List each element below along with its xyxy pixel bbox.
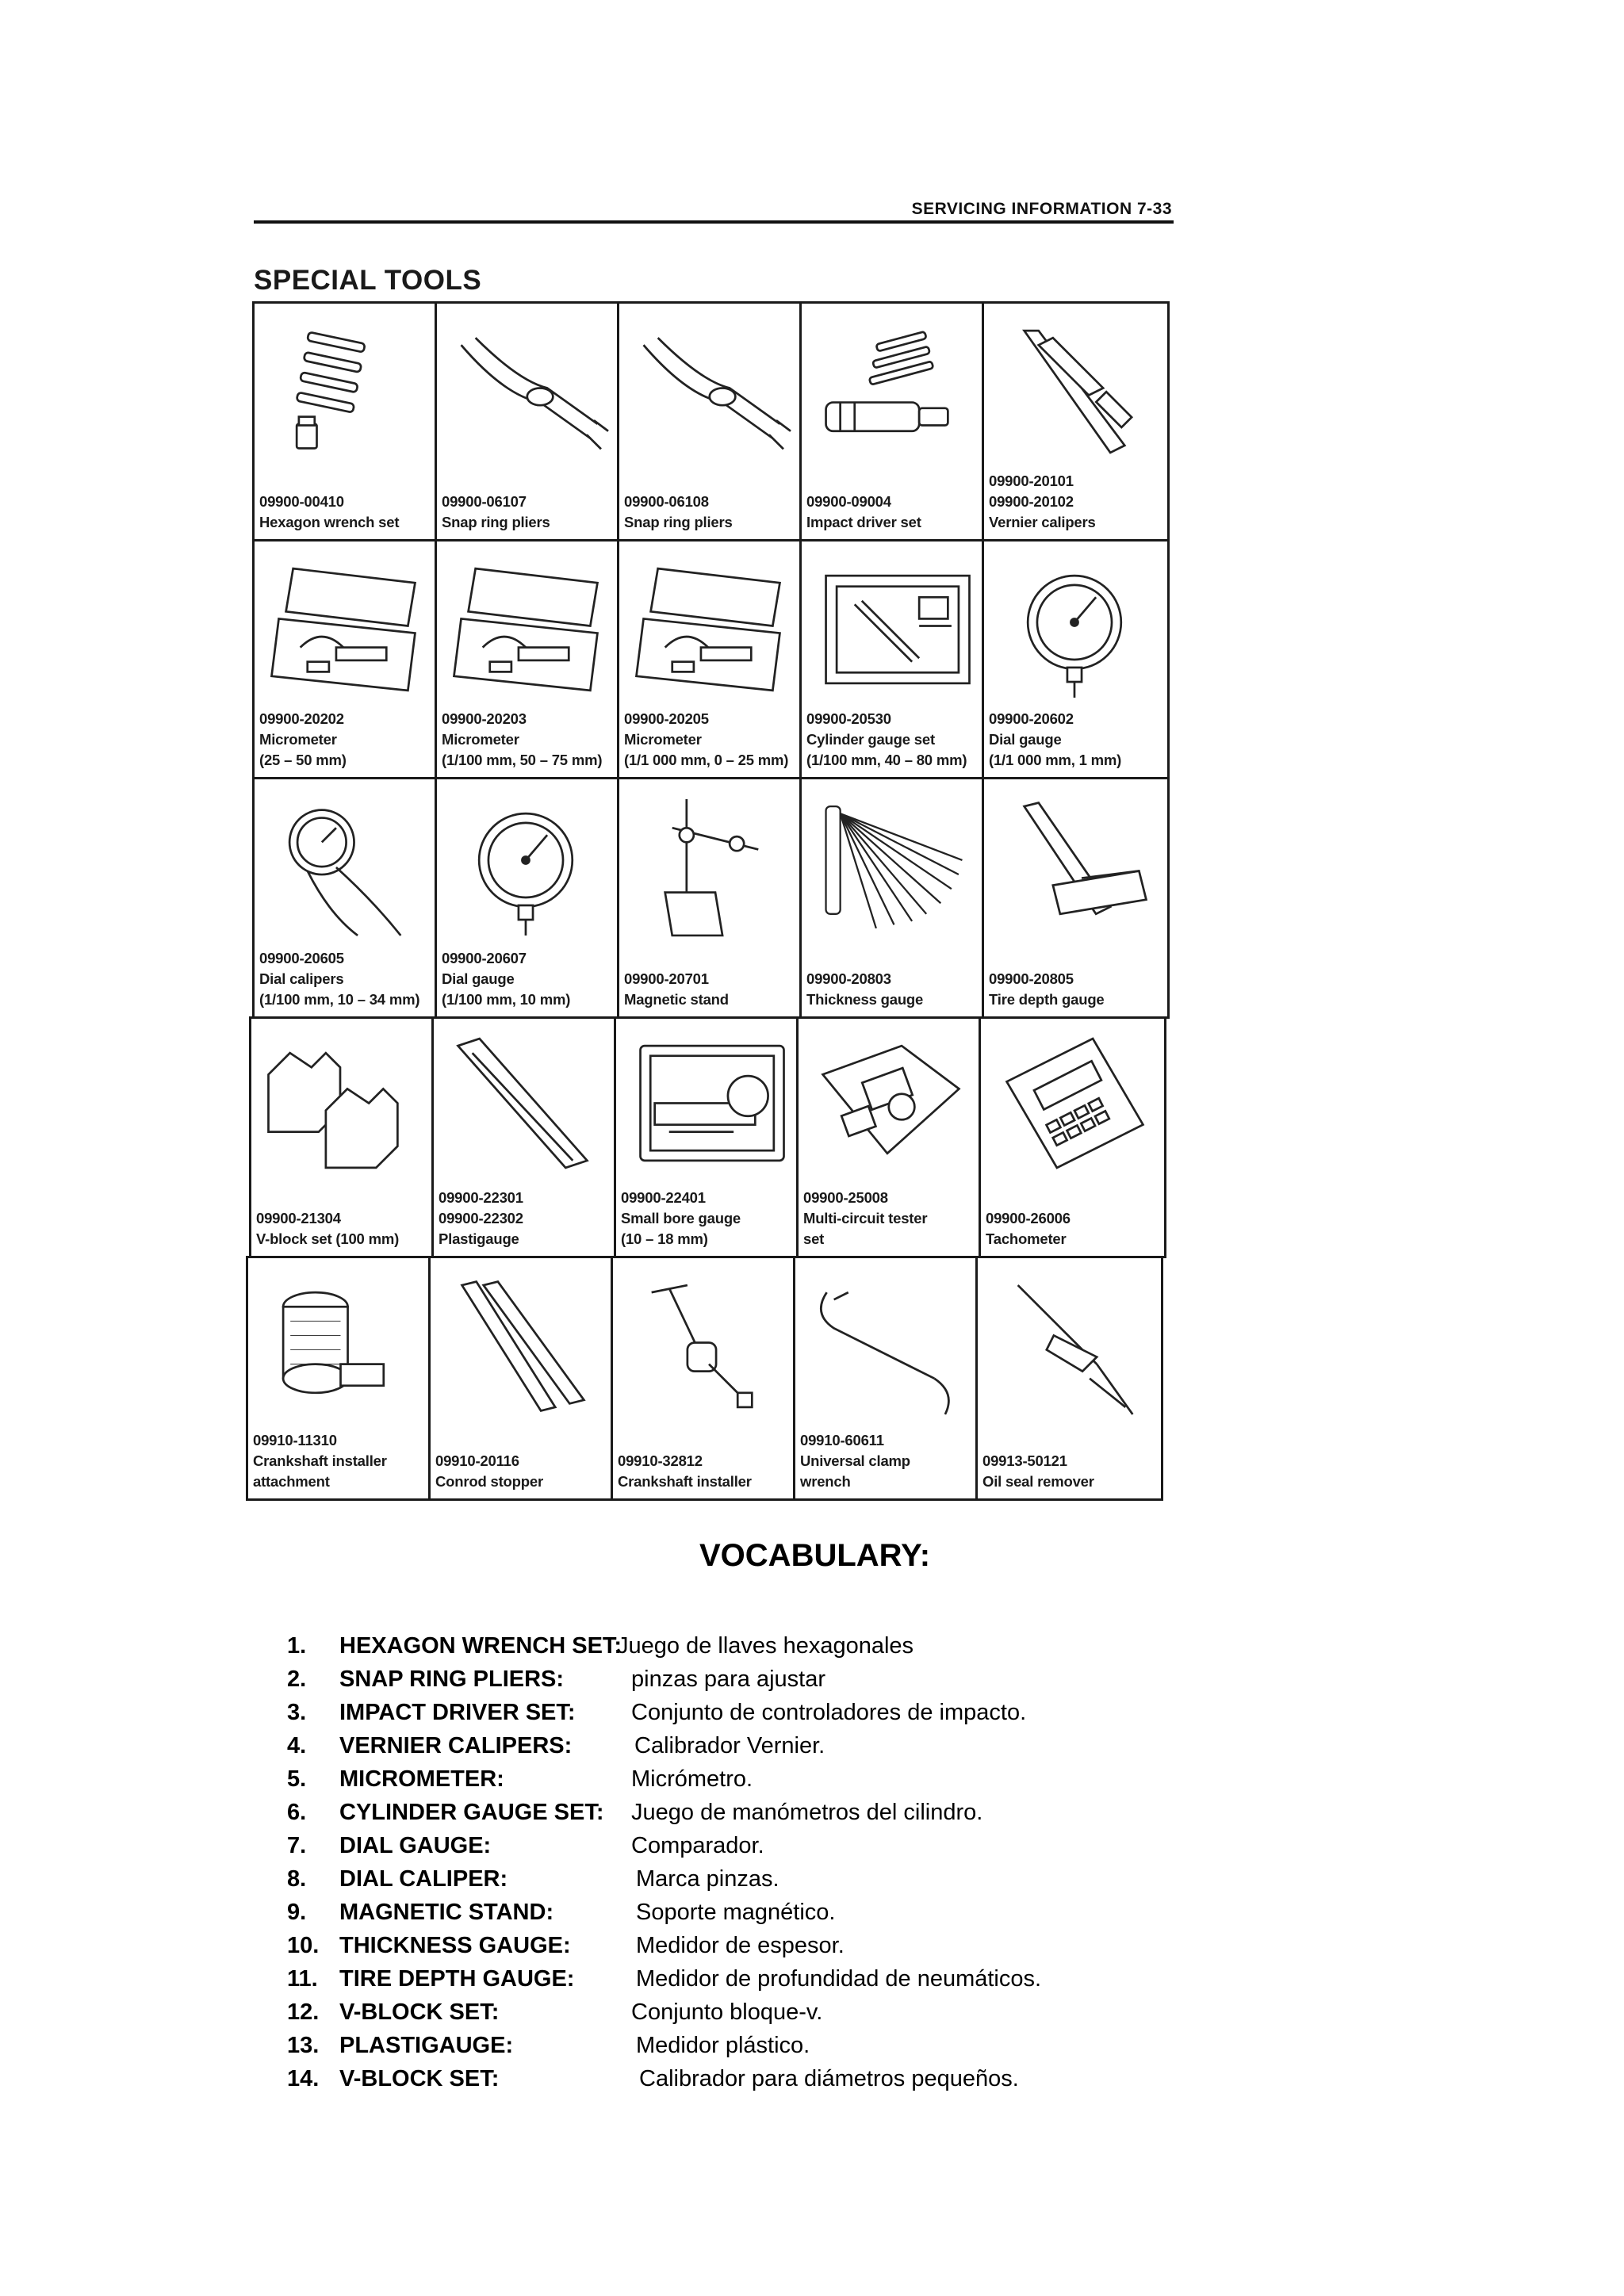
tool-caption-line: (1/100 mm, 10 mm): [442, 991, 571, 1008]
tool-cell: [796, 1016, 981, 1258]
vocabulary-number: 14.: [287, 2066, 320, 2091]
vocabulary-definition: Juego de manómetros del cilindro.: [631, 1800, 983, 1825]
vocabulary-definition: Soporte magnético.: [636, 1900, 836, 1925]
tool-cell: [252, 539, 437, 779]
tool-caption: [982, 1451, 1158, 1492]
tool-caption-line: Magnetic stand: [624, 991, 729, 1008]
tool-caption-line: Cylinder gauge set: [806, 731, 935, 748]
vocabulary-definition: Marca pinzas.: [636, 1866, 779, 1892]
tool-part-number: 09900-20202: [259, 710, 344, 727]
tool-caption-line: Micrometer: [259, 731, 337, 748]
tool-cell: [611, 1256, 795, 1501]
tool-part-number: 09900-26006: [986, 1210, 1071, 1226]
vocabulary-number: 4.: [287, 1733, 307, 1758]
vocabulary-item: [287, 1667, 1477, 1700]
vocabulary-term: TIRE DEPTH GAUGE:: [339, 1966, 575, 1992]
tool-part-number: 09900-20203: [442, 710, 527, 727]
tool-caption-line: Crankshaft installer: [253, 1452, 387, 1469]
vocabulary-definition: Juego de llaves hexagonales: [617, 1633, 914, 1659]
vocabulary-number: 12.: [287, 1999, 320, 2025]
tool-caption-line: Snap ring pliers: [624, 514, 733, 530]
vocabulary-number: 10.: [287, 1933, 320, 1958]
tool-cell: [617, 301, 802, 541]
tool-caption: [986, 1208, 1161, 1249]
vocabulary-term: MAGNETIC STAND:: [339, 1900, 554, 1925]
tool-cell: [252, 777, 437, 1019]
tool-caption: [989, 709, 1164, 771]
vocabulary-term: VERNIER CALIPERS:: [339, 1733, 573, 1758]
tool-part-number: 09900-20605: [259, 950, 344, 966]
vocabulary-term: THICKNESS GAUGE:: [339, 1933, 571, 1958]
vocabulary-term: SNAP RING PLIERS:: [339, 1667, 565, 1692]
tool-caption-line: (25 – 50 mm): [259, 752, 347, 768]
tool-caption-line: Dial gauge: [442, 970, 515, 987]
tool-cell: [979, 1016, 1166, 1258]
vocabulary-number: 13.: [287, 2033, 320, 2058]
tool-caption-line: Plastigauge: [439, 1230, 519, 1247]
tool-cell: [799, 777, 984, 1019]
tool-part-number: 09913-50121: [982, 1452, 1067, 1469]
vocabulary-number: 8.: [287, 1866, 307, 1892]
tool-caption-line: Dial calipers: [259, 970, 344, 987]
vocabulary-definition: Conjunto bloque-v.: [631, 1999, 823, 2025]
tool-caption: [435, 1451, 607, 1492]
tool-caption-line: Thickness gauge: [806, 991, 924, 1008]
tool-part-number: 09900-20701: [624, 970, 709, 987]
vocabulary-number: 11.: [287, 1966, 318, 1992]
vocabulary-term: DIAL CALIPER:: [339, 1866, 508, 1892]
vocabulary-number: 6.: [287, 1800, 307, 1825]
vocabulary-number: 3.: [287, 1700, 307, 1725]
vocabulary-number: 2.: [287, 1667, 307, 1692]
tool-caption: [989, 969, 1164, 1010]
tool-caption: [806, 969, 979, 1010]
vocabulary-definition: pinzas para ajustar: [631, 1667, 826, 1692]
vocabulary-title: VOCABULARY:: [699, 1538, 931, 1573]
tool-caption-line: Small bore gauge: [621, 1210, 741, 1226]
vocabulary-item: [287, 1633, 1477, 1667]
tool-caption-line: wrench: [800, 1473, 851, 1490]
vocabulary-item: [287, 1866, 1477, 1900]
tool-caption-line: Micrometer: [624, 731, 702, 748]
tool-cell: [799, 539, 984, 779]
vocabulary-item: [287, 1933, 1477, 1966]
tool-caption: [624, 709, 796, 771]
vocabulary-term: HEXAGON WRENCH SET:: [339, 1633, 622, 1659]
tool-caption-line: set: [803, 1230, 825, 1247]
vocabulary-term: CYLINDER GAUGE SET:: [339, 1800, 604, 1825]
tool-caption-line: (10 – 18 mm): [621, 1230, 708, 1247]
tool-cell: [431, 1016, 616, 1258]
tool-caption-line: Hexagon wrench set: [259, 514, 400, 530]
tool-part-number: 09910-11310: [253, 1432, 337, 1448]
tool-part-number: 09900-09004: [806, 493, 891, 510]
vocabulary-term: V-BLOCK SET:: [339, 2066, 500, 2091]
vocabulary-definition: Calibrador para diámetros pequeños.: [639, 2066, 1019, 2091]
tool-caption-line: Crankshaft installer: [618, 1473, 752, 1490]
tool-cell: [428, 1256, 613, 1501]
tool-caption-line: 09900-22302: [439, 1210, 523, 1226]
vocabulary-item: [287, 1900, 1477, 1933]
tool-caption-line: Tire depth gauge: [989, 991, 1105, 1008]
tool-part-number: 09900-22401: [621, 1189, 706, 1206]
tool-part-number: 09910-20116: [435, 1452, 519, 1469]
tool-caption: [806, 492, 979, 533]
tool-caption: [259, 948, 431, 1010]
vocabulary-item: [287, 1700, 1477, 1733]
tool-caption-line: Micrometer: [442, 731, 519, 748]
tool-caption-line: Oil seal remover: [982, 1473, 1094, 1490]
tool-part-number: 09900-20530: [806, 710, 891, 727]
tool-caption-line: Impact driver set: [806, 514, 921, 530]
tool-cell: [435, 301, 619, 541]
tool-caption: [621, 1188, 793, 1249]
vocabulary-term: PLASTIGAUGE:: [339, 2033, 514, 2058]
vocabulary-number: 5.: [287, 1766, 307, 1792]
special-tools-title: SPECIAL TOOLS: [254, 265, 482, 296]
tool-caption: [442, 709, 614, 771]
tool-caption-line: Conrod stopper: [435, 1473, 543, 1490]
vocabulary-item: [287, 1733, 1477, 1766]
tool-caption-line: V-block set (100 mm): [256, 1230, 400, 1247]
vocabulary-definition: Medidor plástico.: [636, 2033, 810, 2058]
tool-part-number: 09900-20607: [442, 950, 527, 966]
vocabulary-definition: Micrómetro.: [631, 1766, 753, 1792]
vocabulary-item: [287, 1999, 1477, 2033]
tool-caption: [442, 492, 614, 533]
vocabulary-term: MICROMETER:: [339, 1766, 504, 1792]
tool-caption-line: Universal clamp: [800, 1452, 910, 1469]
tool-caption: [989, 471, 1164, 533]
tool-cell: [617, 777, 802, 1019]
vocabulary-item: [287, 2033, 1477, 2066]
vocabulary-term: DIAL GAUGE:: [339, 1833, 492, 1858]
tool-cell: [252, 301, 437, 541]
tool-cell: [435, 777, 619, 1019]
tool-part-number: 09900-21304: [256, 1210, 341, 1226]
tool-caption: [259, 709, 431, 771]
vocabulary-item: [287, 1966, 1477, 1999]
tool-cell: [975, 1256, 1163, 1501]
tool-caption-line: (1/100 mm, 10 – 34 mm): [259, 991, 420, 1008]
tool-part-number: 09900-06108: [624, 493, 709, 510]
tool-cell: [982, 777, 1170, 1019]
tool-caption-line: (1/1 000 mm, 1 mm): [989, 752, 1122, 768]
vocabulary-definition: Medidor de espesor.: [636, 1933, 845, 1958]
tool-caption: [439, 1188, 611, 1249]
tool-caption: [624, 969, 796, 1010]
vocabulary-item: [287, 1800, 1477, 1833]
tool-part-number: 09900-20101: [989, 473, 1074, 489]
vocabulary-number: 1.: [287, 1633, 307, 1659]
tool-cell: [982, 539, 1170, 779]
tool-caption-line: Tachometer: [986, 1230, 1067, 1247]
running-head: SERVICING INFORMATION 7-33: [911, 200, 1172, 218]
vocabulary-item: [287, 1833, 1477, 1866]
vocabulary-item: [287, 2066, 1477, 2099]
tool-part-number: 09910-60611: [800, 1432, 884, 1448]
tool-caption: [256, 1208, 428, 1249]
tool-caption-line: Dial gauge: [989, 731, 1062, 748]
vocabulary-definition: Calibrador Vernier.: [634, 1733, 825, 1758]
tool-caption-line: (1/100 mm, 40 – 80 mm): [806, 752, 967, 768]
tool-caption-line: (1/1 000 mm, 0 – 25 mm): [624, 752, 789, 768]
vocabulary-term: V-BLOCK SET:: [339, 1999, 500, 2025]
vocabulary-definition: Medidor de profundidad de neumáticos.: [636, 1966, 1042, 1992]
tool-part-number: 09900-25008: [803, 1189, 888, 1206]
tool-caption-line: attachment: [253, 1473, 330, 1490]
tool-caption-line: Vernier calipers: [989, 514, 1096, 530]
tool-cell: [435, 539, 619, 779]
tool-part-number: 09910-32812: [618, 1452, 703, 1469]
tool-part-number: 09900-00410: [259, 493, 344, 510]
tool-part-number: 09900-20205: [624, 710, 709, 727]
vocabulary-term: IMPACT DRIVER SET:: [339, 1700, 576, 1725]
vocabulary-item: [287, 1766, 1477, 1800]
tool-part-number: 09900-22301: [439, 1189, 523, 1206]
tool-caption: [800, 1430, 972, 1492]
tool-part-number: 09900-06107: [442, 493, 527, 510]
tool-part-number: 09900-20803: [806, 970, 891, 987]
tool-cell: [617, 539, 802, 779]
vocabulary-list: [287, 1633, 1477, 2099]
tool-part-number: 09900-20602: [989, 710, 1074, 727]
vocabulary-definition: Conjunto de controladores de impacto.: [631, 1700, 1027, 1725]
tool-caption: [442, 948, 614, 1010]
tool-part-number: 09900-20805: [989, 970, 1074, 987]
tool-caption: [259, 492, 431, 533]
tool-caption: [253, 1430, 425, 1492]
tool-cell: [799, 301, 984, 541]
tool-cell: [246, 1256, 431, 1501]
vocabulary-number: 9.: [287, 1900, 307, 1925]
vocabulary-number: 7.: [287, 1833, 307, 1858]
tool-caption-line: 09900-20102: [989, 493, 1074, 510]
tool-cell: [793, 1256, 978, 1501]
tool-cell: [614, 1016, 799, 1258]
tool-caption-line: (1/100 mm, 50 – 75 mm): [442, 752, 603, 768]
tool-caption-line: Multi-circuit tester: [803, 1210, 928, 1226]
tool-cell: [982, 301, 1170, 541]
tool-caption: [618, 1451, 790, 1492]
tool-caption-line: Snap ring pliers: [442, 514, 550, 530]
tool-cell: [249, 1016, 434, 1258]
tool-caption: [806, 709, 979, 771]
tool-caption: [803, 1188, 975, 1249]
tool-caption: [624, 492, 796, 533]
vocabulary-definition: Comparador.: [631, 1833, 764, 1858]
